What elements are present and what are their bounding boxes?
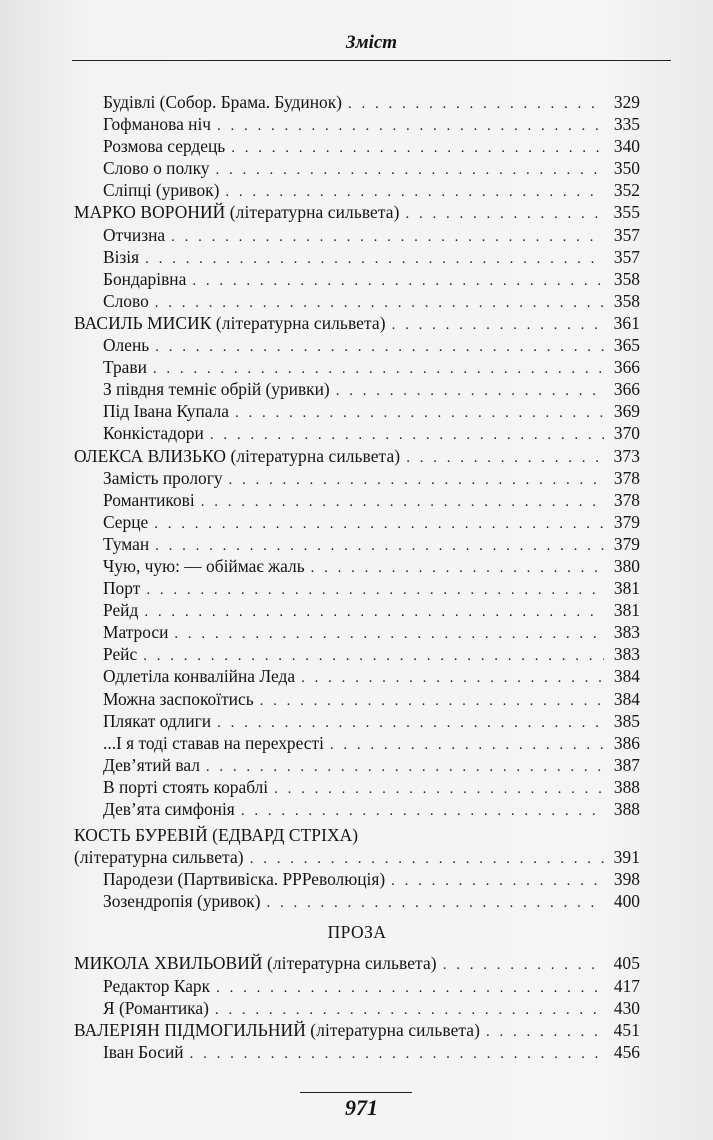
toc-entry-page: 357 (613, 246, 640, 267)
toc-entry (74, 157, 640, 179)
toc-entry-title: Романтикові (103, 489, 195, 510)
toc-entry (74, 665, 640, 687)
dot-leader (241, 800, 604, 822)
toc-entry-title: Розмова сердець (103, 136, 226, 157)
toc-entry (74, 1041, 640, 1063)
toc-author-entry (74, 201, 640, 223)
toc-entry-title: КОСТЬ БУРЕВІЙ (ЕДВАРД СТРІХА) (74, 825, 359, 846)
toc-entry (74, 975, 640, 997)
dot-leader (216, 977, 604, 999)
toc-entry-title: В порті стоять кораблі (103, 776, 269, 797)
toc-entry-page: 451 (613, 1019, 640, 1040)
toc-entry-page: 388 (613, 776, 640, 797)
toc-entry-title: ...І я тоді ставав на перехресті (103, 732, 324, 753)
toc-entry (74, 732, 640, 754)
dot-leader (145, 248, 604, 270)
toc-entry-title: Порт (103, 578, 141, 599)
toc-entry-page: 335 (613, 114, 640, 135)
toc-entry-title: Дев’ята симфонія (103, 799, 235, 819)
toc-entry-title: Можна заспокоїтись (103, 688, 254, 709)
toc-entry (74, 555, 640, 577)
toc-entry (74, 135, 640, 157)
dot-leader (250, 848, 604, 870)
toc-entry-title: Олень (103, 335, 150, 356)
toc-group-poetry (74, 91, 640, 820)
toc-entry-page: 380 (613, 555, 640, 576)
toc-entry-page: 384 (613, 666, 640, 687)
dot-leader (311, 557, 604, 579)
toc-entry (74, 621, 640, 643)
toc-entry-page: 430 (613, 997, 640, 1018)
dot-leader (146, 579, 604, 601)
dot-leader (443, 954, 604, 976)
toc-entry-page: 398 (613, 869, 640, 890)
toc-entry-title: Я (Романтика) (103, 997, 209, 1018)
dot-leader (267, 892, 604, 914)
toc-author-entry (74, 312, 640, 334)
dot-leader (406, 203, 605, 225)
toc-author-entry (74, 1019, 640, 1041)
toc-entry-page: 357 (613, 224, 640, 245)
header-rule (72, 60, 671, 61)
toc-entry-title: Туман (103, 533, 150, 554)
toc-entry-title: МИКОЛА ХВИЛЬОВИЙ (літературна сильвета) (74, 953, 437, 974)
dot-leader (174, 623, 604, 645)
toc-entry (74, 113, 640, 135)
toc-entry-title: ВАСИЛЬ МИСИК (літературна сильвета) (74, 312, 386, 333)
dot-leader (144, 601, 604, 623)
toc-entry-title: Бондарівна (103, 268, 187, 289)
dot-leader (155, 535, 604, 557)
toc-entry (74, 224, 640, 246)
toc-entry (74, 400, 640, 422)
toc-entry-title: Конкістадори (103, 423, 204, 444)
toc-entry-title: Зозендропія (уривок) (103, 891, 261, 912)
toc-entry (74, 776, 640, 798)
dot-leader (143, 645, 604, 667)
toc-entry-title: Серце (103, 511, 149, 532)
dot-leader (216, 159, 604, 181)
dot-leader (260, 690, 604, 712)
toc-entry (74, 467, 640, 489)
toc-author-entry (74, 846, 640, 868)
dot-leader (153, 358, 604, 380)
toc-author-heading (74, 824, 640, 846)
toc-entry-title: Слово (103, 290, 149, 311)
dot-leader (330, 734, 604, 756)
toc-entry-title: Рейд (103, 600, 139, 621)
dot-leader (155, 292, 604, 314)
dot-leader (217, 712, 604, 734)
dot-leader (154, 513, 604, 535)
toc-entry (74, 688, 640, 710)
toc-entry-page: 383 (613, 644, 640, 665)
toc-entry (74, 754, 640, 776)
toc-entry (74, 378, 640, 400)
toc-entry-page: 370 (613, 423, 640, 444)
toc-entry (74, 577, 640, 599)
dot-leader (206, 756, 604, 778)
toc-entry-page: 369 (613, 401, 640, 422)
toc-group-burevii (74, 846, 640, 912)
toc-entry-title: Матроси (103, 622, 169, 643)
toc-entry-title: Слово о полку (103, 158, 210, 179)
toc-entry-page: 379 (613, 511, 640, 532)
dot-leader (192, 270, 604, 292)
toc-entry (74, 179, 640, 201)
dot-leader (348, 93, 604, 115)
toc-entry-page: 361 (613, 312, 640, 333)
toc-entry (74, 334, 640, 356)
dot-leader (235, 402, 604, 424)
toc-entry-page: 386 (613, 732, 640, 753)
toc-entry-page: 352 (613, 180, 640, 201)
dot-leader (190, 1043, 604, 1065)
toc-entry-page: 329 (613, 92, 640, 112)
toc-entry-page: 358 (613, 268, 640, 289)
toc-entry (74, 511, 640, 533)
toc-entry-page: 385 (613, 710, 640, 731)
toc-entry (74, 356, 640, 378)
header-title: Зміст (345, 32, 398, 53)
toc-entry-title: Плякат одлиги (103, 710, 212, 731)
toc-entry (74, 91, 640, 113)
dot-leader (171, 226, 604, 248)
toc-entry-title: Під Івана Купала (103, 401, 230, 422)
page-number: 971 (345, 1095, 378, 1120)
toc-entry-title: Візія (103, 246, 140, 267)
toc-entry-title: Дев’ятий вал (103, 754, 200, 775)
toc-entry-title: Редактор Карк (103, 975, 211, 996)
toc-entry-page: 366 (613, 379, 640, 400)
dot-leader (486, 1021, 604, 1043)
toc-entry (74, 798, 640, 820)
toc-entry-title: ОЛЕКСА ВЛИЗЬКО (літературна сильвета) (74, 445, 401, 466)
toc-entry (74, 290, 640, 312)
dot-leader (229, 469, 604, 491)
toc-entry-page: 340 (613, 136, 640, 157)
footer-rule (300, 1092, 412, 1093)
dot-leader (225, 181, 604, 203)
toc-author-entry (74, 952, 640, 974)
toc-entry-title: Будівлі (Собор. Брама. Будинок) (103, 92, 342, 112)
dot-leader (391, 870, 604, 892)
toc-entry-title: Гофманова ніч (103, 114, 212, 135)
toc-entry-page: 355 (613, 202, 640, 223)
toc-entry-page: 350 (613, 158, 640, 179)
dot-leader (336, 380, 604, 402)
toc-entry-page: 379 (613, 533, 640, 554)
toc-entry (74, 533, 640, 555)
toc-entry (74, 489, 640, 511)
toc-entry-page: 378 (613, 489, 640, 510)
toc-entry-title: Одлетіла конвалійна Леда (103, 666, 296, 687)
toc-author-entry (74, 445, 640, 467)
toc-entry-page: 405 (613, 953, 640, 974)
toc-entry (74, 643, 640, 665)
dot-leader (217, 115, 604, 137)
running-header (72, 28, 671, 58)
toc-entry (74, 422, 640, 444)
toc-entry-title: Рейс (103, 644, 138, 665)
toc-entry-page: 366 (613, 357, 640, 378)
toc-entry (74, 710, 640, 732)
dot-leader (231, 137, 604, 159)
toc-entry-page: 387 (613, 754, 640, 775)
toc-entry-title: МАРКО ВОРОНИЙ (літературна сильвета) (74, 202, 400, 223)
dot-leader (210, 424, 604, 446)
toc-entry-page: 400 (613, 891, 640, 912)
toc-entry-title: Замість прологу (103, 467, 223, 488)
toc-entry-page: 373 (613, 445, 640, 466)
toc-entry (74, 890, 640, 912)
dot-leader (155, 336, 604, 358)
toc-entry-title: ВАЛЕРІЯН ПІДМОГИЛЬНИЙ (літературна сильвета) (74, 1019, 481, 1040)
section-heading: ПРОЗА (327, 922, 387, 943)
toc-entry-page: 388 (613, 799, 640, 819)
toc-entry-title: З півдня темніє обрій (уривки) (103, 379, 330, 400)
toc-entry-page: 378 (613, 467, 640, 488)
toc-entry (74, 246, 640, 268)
toc-entry-title: Трави (103, 357, 147, 378)
toc-entry (74, 997, 640, 1019)
toc-entry-title: (літературна сильвета) (74, 847, 244, 868)
toc-entry-title: Іван Босий (103, 1041, 184, 1062)
toc-entry-page: 358 (613, 290, 640, 311)
toc-entry-page: 381 (613, 600, 640, 621)
toc-entry (74, 268, 640, 290)
dot-leader (301, 667, 604, 689)
toc-entry (74, 868, 640, 890)
dot-leader (392, 314, 604, 336)
dot-leader (274, 778, 604, 800)
toc-entry-page: 365 (613, 335, 640, 356)
dot-leader (201, 491, 604, 513)
toc-entry-title: Пародези (Партвивіска. РРРеволюція) (103, 869, 386, 890)
dot-leader (215, 999, 604, 1021)
toc-entry-page: 383 (613, 622, 640, 643)
toc-entry-title: Сліпці (уривок) (103, 180, 220, 201)
toc-entry-page: 391 (613, 847, 640, 868)
toc-entry-page: 381 (613, 578, 640, 599)
toc-group-prose (74, 952, 640, 1062)
toc-entry-page: 456 (613, 1041, 640, 1062)
toc-entry-page: 384 (613, 688, 640, 709)
dot-leader (406, 447, 604, 469)
toc-entry-title: Чую, чую: — обіймає жаль (103, 555, 305, 576)
toc-entry (74, 599, 640, 621)
toc-entry-title: Отчизна (103, 224, 166, 245)
table-of-contents (74, 91, 640, 1063)
toc-entry-page: 417 (613, 975, 640, 996)
